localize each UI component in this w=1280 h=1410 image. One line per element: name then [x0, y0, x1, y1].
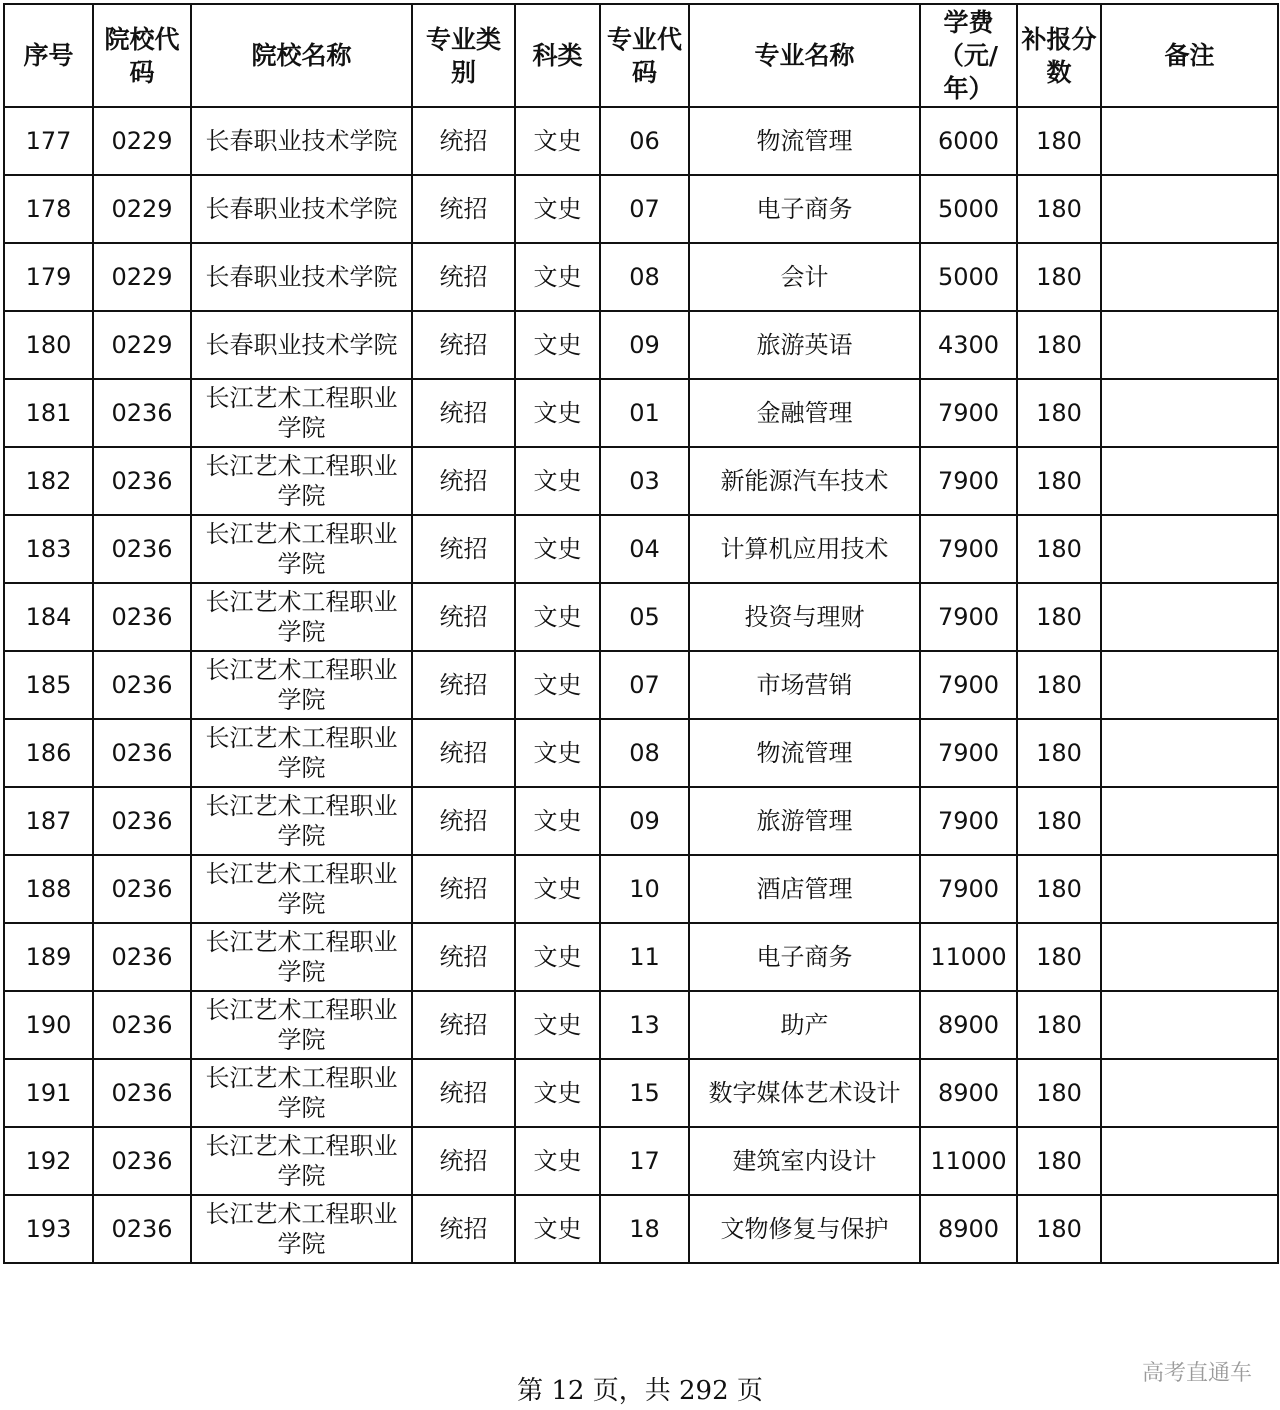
school-code-cell: 0236 — [93, 1127, 191, 1195]
major-name-cell: 会计 — [689, 243, 920, 311]
school-name-cell: 长江艺术工程职业学院 — [191, 923, 412, 991]
tuition-cell: 8900 — [920, 1059, 1017, 1127]
major-category-cell: 统招 — [412, 855, 515, 923]
major-category-cell: 统招 — [412, 1127, 515, 1195]
major-code-cell: 15 — [600, 1059, 689, 1127]
major-name-cell: 建筑室内设计 — [689, 1127, 920, 1195]
serial-cell: 183 — [4, 515, 93, 583]
school-code-cell: 0236 — [93, 855, 191, 923]
serial-cell: 188 — [4, 855, 93, 923]
school-name-cell: 长江艺术工程职业学院 — [191, 991, 412, 1059]
serial-cell: 185 — [4, 651, 93, 719]
table-row — [4, 447, 1278, 515]
remarks-cell — [1101, 379, 1278, 447]
school-code-cell: 0236 — [93, 1195, 191, 1263]
table-row — [4, 311, 1278, 379]
serial-cell: 178 — [4, 175, 93, 243]
major-name-cell: 计算机应用技术 — [689, 515, 920, 583]
table-row — [4, 515, 1278, 583]
school-name-cell: 长春职业技术学院 — [191, 311, 412, 379]
tuition-cell: 5000 — [920, 243, 1017, 311]
subject-type-cell: 文史 — [515, 855, 600, 923]
major-category-cell: 统招 — [412, 175, 515, 243]
table-row — [4, 991, 1278, 1059]
serial-cell: 187 — [4, 787, 93, 855]
school-code-cell: 0236 — [93, 787, 191, 855]
school-name-cell: 长江艺术工程职业学院 — [191, 787, 412, 855]
school-code-cell: 0236 — [93, 1059, 191, 1127]
major-code-cell: 10 — [600, 855, 689, 923]
major-name-cell: 电子商务 — [689, 175, 920, 243]
school-code-cell: 0236 — [93, 991, 191, 1059]
score-cell: 180 — [1017, 583, 1101, 651]
subject-type-cell: 文史 — [515, 175, 600, 243]
subject-type-cell: 文史 — [515, 719, 600, 787]
major-name-cell: 数字媒体艺术设计 — [689, 1059, 920, 1127]
table-row — [4, 1195, 1278, 1263]
serial-cell: 189 — [4, 923, 93, 991]
subject-type-cell: 文史 — [515, 651, 600, 719]
tuition-cell: 7900 — [920, 719, 1017, 787]
major-name-cell: 物流管理 — [689, 107, 920, 175]
subject-type-cell: 文史 — [515, 1127, 600, 1195]
table-row — [4, 651, 1278, 719]
school-code-cell: 0229 — [93, 311, 191, 379]
header-row — [4, 4, 1278, 107]
school-code-cell: 0229 — [93, 243, 191, 311]
remarks-cell — [1101, 787, 1278, 855]
serial-cell: 184 — [4, 583, 93, 651]
page-number: 第 12 页，共 292 页 — [517, 1376, 763, 1406]
major-name-cell: 旅游英语 — [689, 311, 920, 379]
major-name-cell: 新能源汽车技术 — [689, 447, 920, 515]
table-header — [4, 4, 1278, 107]
score-cell: 180 — [1017, 447, 1101, 515]
major-name-cell: 物流管理 — [689, 719, 920, 787]
major-code-cell: 09 — [600, 787, 689, 855]
remarks-cell — [1101, 311, 1278, 379]
col-header-major-name: 专业名称 — [689, 4, 920, 107]
remarks-cell — [1101, 243, 1278, 311]
tuition-cell: 4300 — [920, 311, 1017, 379]
school-name-cell: 长春职业技术学院 — [191, 243, 412, 311]
major-code-cell: 06 — [600, 107, 689, 175]
col-header-serial: 序号 — [4, 4, 93, 107]
school-code-cell: 0236 — [93, 651, 191, 719]
subject-type-cell: 文史 — [515, 515, 600, 583]
col-header-score: 补报分数 — [1017, 4, 1101, 107]
school-name-cell: 长江艺术工程职业学院 — [191, 1059, 412, 1127]
table-body — [4, 107, 1278, 1263]
remarks-cell — [1101, 719, 1278, 787]
major-code-cell: 03 — [600, 447, 689, 515]
tuition-cell: 7900 — [920, 583, 1017, 651]
score-cell: 180 — [1017, 787, 1101, 855]
major-category-cell: 统招 — [412, 651, 515, 719]
remarks-cell — [1101, 1195, 1278, 1263]
table-row — [4, 719, 1278, 787]
score-cell: 180 — [1017, 855, 1101, 923]
school-name-cell: 长江艺术工程职业学院 — [191, 855, 412, 923]
score-cell: 180 — [1017, 175, 1101, 243]
major-category-cell: 统招 — [412, 379, 515, 447]
remarks-cell — [1101, 107, 1278, 175]
school-code-cell: 0229 — [93, 175, 191, 243]
serial-cell: 181 — [4, 379, 93, 447]
school-name-cell: 长江艺术工程职业学院 — [191, 583, 412, 651]
serial-cell: 193 — [4, 1195, 93, 1263]
serial-cell: 192 — [4, 1127, 93, 1195]
major-category-cell: 统招 — [412, 311, 515, 379]
watermark: 高考直通车 — [1141, 1361, 1252, 1386]
subject-type-cell: 文史 — [515, 1059, 600, 1127]
school-code-cell: 0236 — [93, 719, 191, 787]
remarks-cell — [1101, 991, 1278, 1059]
serial-cell: 182 — [4, 447, 93, 515]
serial-cell: 177 — [4, 107, 93, 175]
major-code-cell: 04 — [600, 515, 689, 583]
score-cell: 180 — [1017, 1127, 1101, 1195]
col-header-remarks: 备注 — [1101, 4, 1278, 107]
table-row — [4, 1127, 1278, 1195]
score-cell: 180 — [1017, 923, 1101, 991]
table-row — [4, 1059, 1278, 1127]
subject-type-cell: 文史 — [515, 379, 600, 447]
table-row — [4, 855, 1278, 923]
admission-table — [3, 3, 1279, 1264]
major-category-cell: 统招 — [412, 515, 515, 583]
table-row — [4, 787, 1278, 855]
school-code-cell: 0236 — [93, 379, 191, 447]
major-category-cell: 统招 — [412, 1059, 515, 1127]
subject-type-cell: 文史 — [515, 243, 600, 311]
remarks-cell — [1101, 855, 1278, 923]
subject-type-cell: 文史 — [515, 923, 600, 991]
school-name-cell: 长江艺术工程职业学院 — [191, 1127, 412, 1195]
table-row — [4, 107, 1278, 175]
remarks-cell — [1101, 923, 1278, 991]
major-category-cell: 统招 — [412, 107, 515, 175]
major-code-cell: 01 — [600, 379, 689, 447]
score-cell: 180 — [1017, 311, 1101, 379]
school-code-cell: 0236 — [93, 923, 191, 991]
school-name-cell: 长江艺术工程职业学院 — [191, 447, 412, 515]
major-category-cell: 统招 — [412, 719, 515, 787]
school-name-cell: 长江艺术工程职业学院 — [191, 1195, 412, 1263]
school-name-cell: 长江艺术工程职业学院 — [191, 719, 412, 787]
major-name-cell: 投资与理财 — [689, 583, 920, 651]
subject-type-cell: 文史 — [515, 107, 600, 175]
table-row — [4, 923, 1278, 991]
serial-cell: 179 — [4, 243, 93, 311]
table-row — [4, 243, 1278, 311]
score-cell: 180 — [1017, 107, 1101, 175]
major-category-cell: 统招 — [412, 243, 515, 311]
major-code-cell: 08 — [600, 719, 689, 787]
score-cell: 180 — [1017, 651, 1101, 719]
remarks-cell — [1101, 583, 1278, 651]
school-code-cell: 0236 — [93, 583, 191, 651]
school-code-cell: 0229 — [93, 107, 191, 175]
major-name-cell: 助产 — [689, 991, 920, 1059]
score-cell: 180 — [1017, 379, 1101, 447]
major-category-cell: 统招 — [412, 583, 515, 651]
tuition-cell: 7900 — [920, 855, 1017, 923]
serial-cell: 186 — [4, 719, 93, 787]
col-header-school-code: 院校代码 — [93, 4, 191, 107]
major-code-cell: 07 — [600, 651, 689, 719]
tuition-cell: 7900 — [920, 379, 1017, 447]
tuition-cell: 11000 — [920, 1127, 1017, 1195]
remarks-cell — [1101, 651, 1278, 719]
major-name-cell: 金融管理 — [689, 379, 920, 447]
tuition-cell: 7900 — [920, 787, 1017, 855]
school-code-cell: 0236 — [93, 515, 191, 583]
subject-type-cell: 文史 — [515, 787, 600, 855]
major-category-cell: 统招 — [412, 923, 515, 991]
score-cell: 180 — [1017, 991, 1101, 1059]
subject-type-cell: 文史 — [515, 1195, 600, 1263]
col-header-major-category: 专业类别 — [412, 4, 515, 107]
remarks-cell — [1101, 1059, 1278, 1127]
major-name-cell: 旅游管理 — [689, 787, 920, 855]
major-category-cell: 统招 — [412, 787, 515, 855]
major-category-cell: 统招 — [412, 1195, 515, 1263]
subject-type-cell: 文史 — [515, 311, 600, 379]
school-code-cell: 0236 — [93, 447, 191, 515]
major-name-cell: 电子商务 — [689, 923, 920, 991]
col-header-subject-type: 科类 — [515, 4, 600, 107]
col-header-school-name: 院校名称 — [191, 4, 412, 107]
school-name-cell: 长春职业技术学院 — [191, 175, 412, 243]
major-code-cell: 07 — [600, 175, 689, 243]
score-cell: 180 — [1017, 243, 1101, 311]
tuition-cell: 6000 — [920, 107, 1017, 175]
remarks-cell — [1101, 1127, 1278, 1195]
tuition-cell: 8900 — [920, 991, 1017, 1059]
score-cell: 180 — [1017, 1059, 1101, 1127]
major-name-cell: 市场营销 — [689, 651, 920, 719]
school-name-cell: 长江艺术工程职业学院 — [191, 651, 412, 719]
remarks-cell — [1101, 447, 1278, 515]
tuition-cell: 7900 — [920, 447, 1017, 515]
school-name-cell: 长江艺术工程职业学院 — [191, 515, 412, 583]
school-name-cell: 长江艺术工程职业学院 — [191, 379, 412, 447]
score-cell: 180 — [1017, 719, 1101, 787]
major-code-cell: 09 — [600, 311, 689, 379]
table-row — [4, 583, 1278, 651]
major-name-cell: 文物修复与保护 — [689, 1195, 920, 1263]
score-cell: 180 — [1017, 515, 1101, 583]
score-cell: 180 — [1017, 1195, 1101, 1263]
tuition-cell: 11000 — [920, 923, 1017, 991]
major-code-cell: 18 — [600, 1195, 689, 1263]
serial-cell: 190 — [4, 991, 93, 1059]
subject-type-cell: 文史 — [515, 991, 600, 1059]
serial-cell: 191 — [4, 1059, 93, 1127]
table-row — [4, 175, 1278, 243]
major-code-cell: 17 — [600, 1127, 689, 1195]
major-name-cell: 酒店管理 — [689, 855, 920, 923]
col-header-major-code: 专业代码 — [600, 4, 689, 107]
serial-cell: 180 — [4, 311, 93, 379]
subject-type-cell: 文史 — [515, 447, 600, 515]
major-code-cell: 13 — [600, 991, 689, 1059]
tuition-cell: 7900 — [920, 515, 1017, 583]
remarks-cell — [1101, 515, 1278, 583]
tuition-cell: 8900 — [920, 1195, 1017, 1263]
major-code-cell: 08 — [600, 243, 689, 311]
tuition-cell: 7900 — [920, 651, 1017, 719]
major-category-cell: 统招 — [412, 991, 515, 1059]
tuition-cell: 5000 — [920, 175, 1017, 243]
school-name-cell: 长春职业技术学院 — [191, 107, 412, 175]
subject-type-cell: 文史 — [515, 583, 600, 651]
major-code-cell: 05 — [600, 583, 689, 651]
major-category-cell: 统招 — [412, 447, 515, 515]
col-header-tuition: 学费（元/年） — [920, 4, 1017, 107]
major-code-cell: 11 — [600, 923, 689, 991]
remarks-cell — [1101, 175, 1278, 243]
table-row — [4, 379, 1278, 447]
